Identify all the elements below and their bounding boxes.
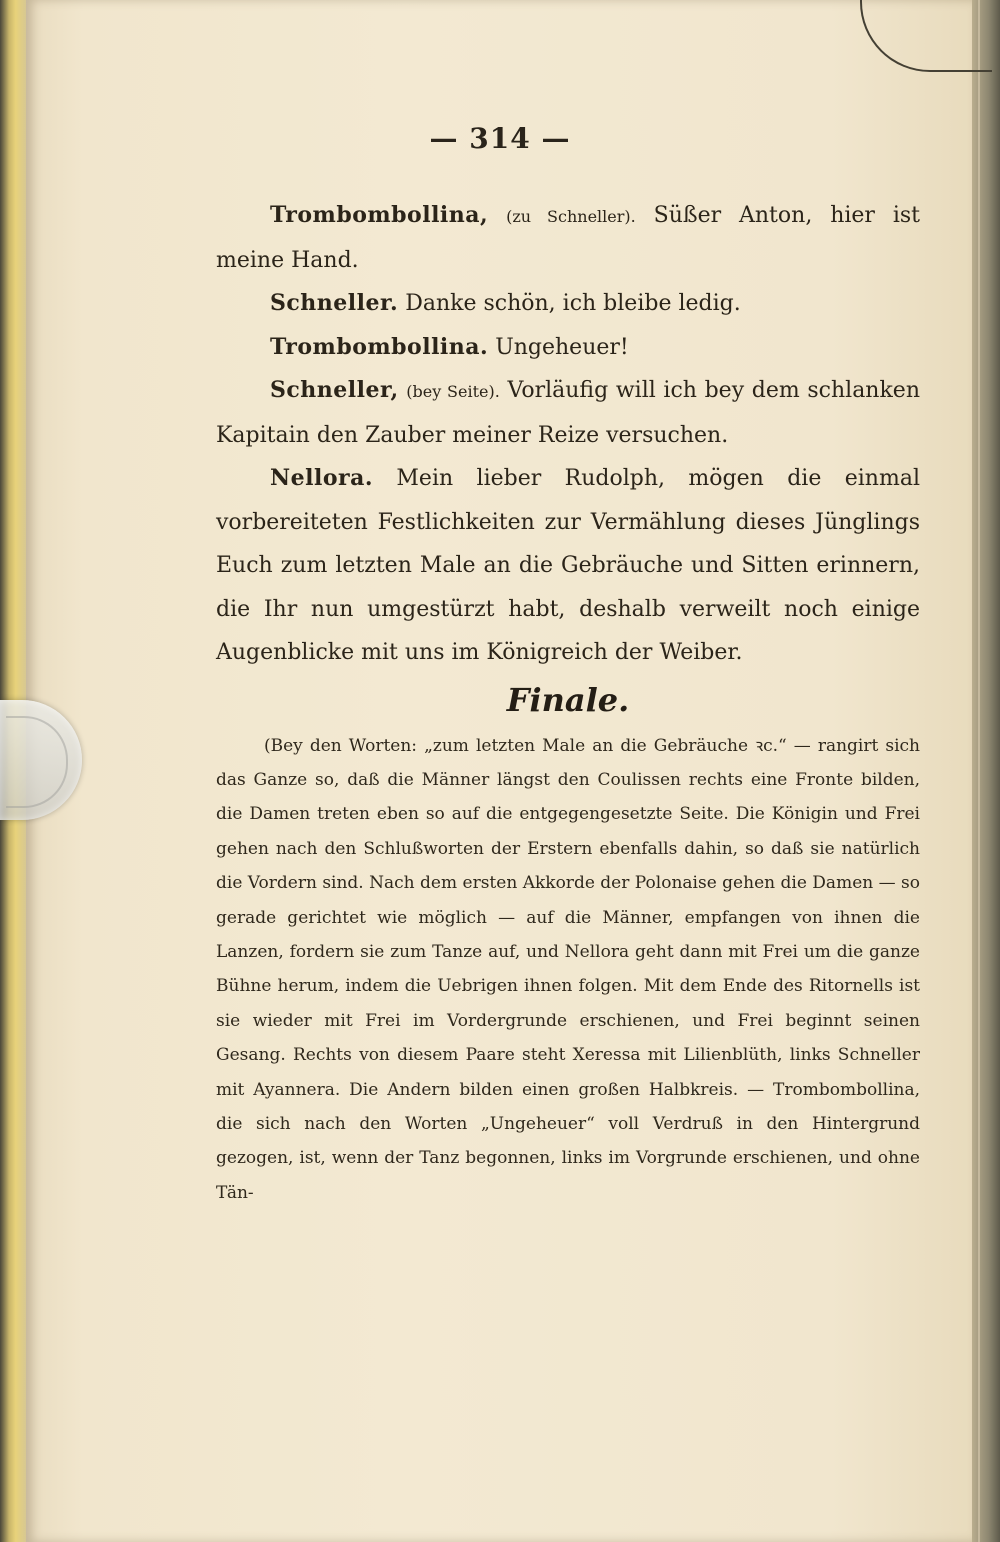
speaker-name: Nellora. xyxy=(270,465,373,491)
speaker-name: Schneller, xyxy=(270,377,399,403)
page-edge-shadow xyxy=(972,0,1000,1542)
dialogue-line xyxy=(216,282,920,326)
dialogue-line xyxy=(216,369,920,457)
dialogue-text: Mein lieber Rudolph, mögen die einmal vorbereiteten Festlichkeiten zur Vermählung dieses Jünglings Euch zum letzten Male an die Gebräuche und Sitten erinnern, die Ihr nun umgestürzt habt, deshalb verweilt noch einige Augenblicke mit uns im Königreich der Weiber. xyxy=(216,466,920,665)
dialogue-text: Süßer Anton, hier ist meine Hand. xyxy=(216,203,920,273)
page-number: — 314 — xyxy=(429,122,571,155)
page-body xyxy=(216,194,920,1210)
speaker-name: Trombombollina, xyxy=(270,202,489,228)
dialogue-text: Vorläufig will ich bey dem schlanken Kapitain den Zauber meiner Reize versuchen. xyxy=(216,378,920,448)
dialogue-text: Danke schön, ich bleibe ledig. xyxy=(405,291,741,316)
speaker-name: Trombombollina. xyxy=(270,333,489,360)
section-heading: Finale. xyxy=(506,680,630,719)
stage-direction: (Bey den Worten: „zum letzten Male an die Gebräuche ꝛc.“ — rangirt sich das Ganze so, daß die Männer längst den Coulissen rechts eine Fronte bilden, die Damen treten eben so auf die entgegengesetzte Seite. Die Königin und Frei gehen nach den Schlußworten der Erstern ebenfalls dahin, so daß sie natürlich die Vordern sind. Nach dem ersten Akkorde der Polonaise gehen die Damen — so gerade gerichtet wie möglich — auf die Männer, empfangen von ihnen die Lanzen, fordern sie zum Tanze auf, und Nellora geht dann mit Frei um die ganze Bühne herum, indem die Uebrigen ihnen folgen. Mit dem Ende des Ritornells ist sie wieder mit Frei im Vordergrunde erschienen, und Frei beginnt seinen Gesang. Rechts von diesem Paare steht Xeressa mit Lilienblüth, links Schneller mit Ayannera. Die Andern bilden einen großen Halbkreis. — Trombombollina, die sich nach den Worten „Ungeheuer“ voll Verdruß in den Hintergrund gezogen, ist, wenn der Tanz begonnen, links im Vorgrunde erschienen, und ohne Tän- xyxy=(216,735,920,1203)
dialogue-line xyxy=(216,326,920,370)
stage-aside: (bey Seite). xyxy=(406,382,500,401)
page-clip-inner xyxy=(6,716,68,808)
stage-aside: (zu Schneller). xyxy=(506,207,636,226)
speaker-name: Schneller. xyxy=(270,290,399,316)
dialogue-line xyxy=(216,194,920,282)
dialogue-line xyxy=(216,457,920,675)
dialogue-text: Ungeheuer! xyxy=(495,334,629,360)
